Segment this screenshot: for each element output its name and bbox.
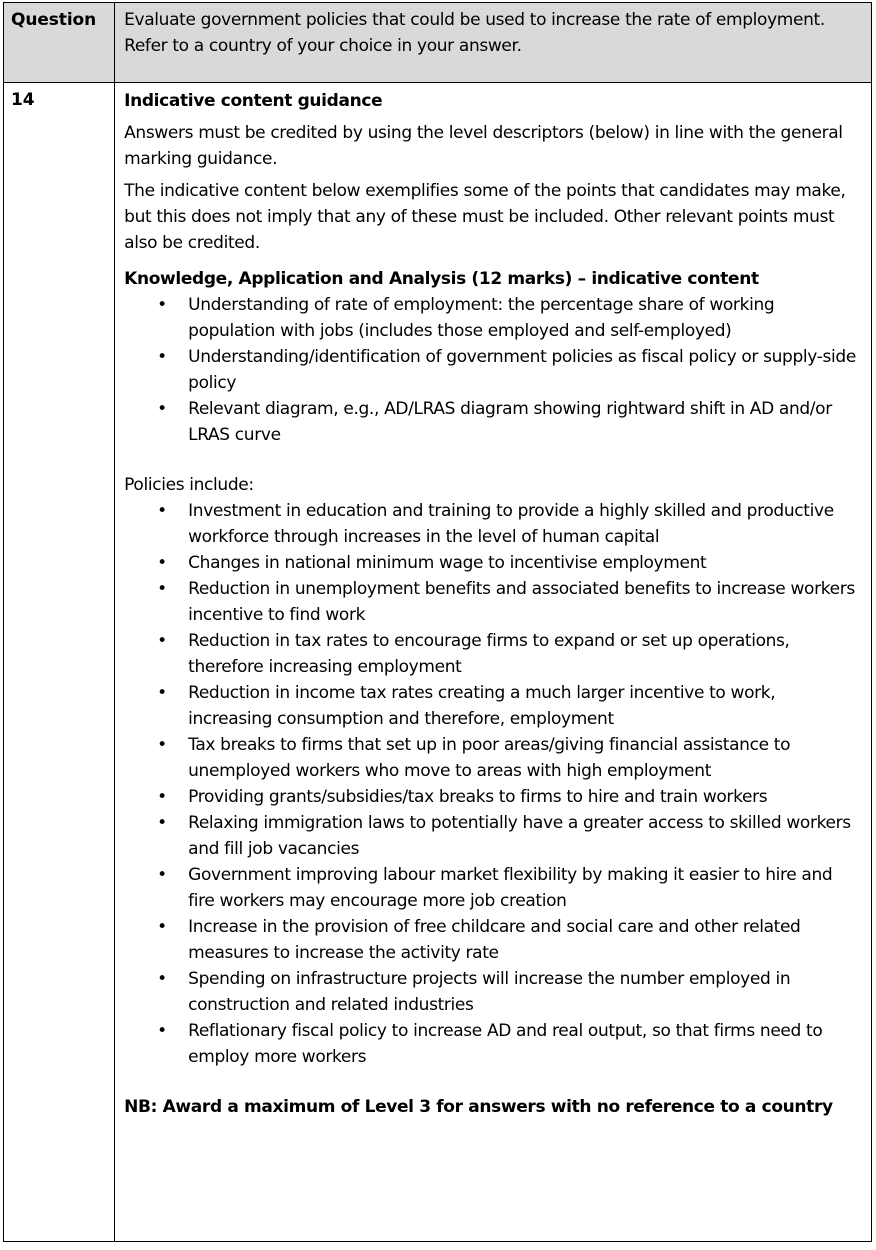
list-item-text: Increase in the provision of free childcare and social care and other related measures to increase the activity rate (188, 917, 801, 963)
guidance-paragraph: The indicative content below exemplifies some of the points that candidates may make, but this does not imply that any of these must be included. Other relevant points must also be credited. (124, 181, 846, 253)
list-item (157, 292, 863, 344)
list-item-text: Relaxing immigration laws to potentially have a greater access to skilled workers and fill job vacancies (188, 813, 851, 859)
list-item-text: Government improving labour market flexibility by making it easier to hire and fire workers may encourage more job creation (188, 865, 833, 911)
bullet-icon: • (157, 579, 167, 599)
bullet-icon: • (157, 399, 167, 419)
list-item (157, 1018, 863, 1070)
list-item-text: Reduction in unemployment benefits and associated benefits to increase workers incentive to find work (188, 579, 855, 625)
question-number-cell (4, 83, 115, 1242)
list-item (157, 576, 863, 628)
nb-note: NB: Award a maximum of Level 3 for answers with no reference to a country (124, 1097, 833, 1117)
list-item-text: Relevant diagram, e.g., AD/LRAS diagram showing rightward shift in AD and/or LRAS curve (188, 399, 832, 445)
table-header-row (4, 3, 872, 83)
question-text-cell (115, 3, 872, 83)
list-item (157, 862, 863, 914)
list-item (157, 810, 863, 862)
bullet-icon: • (157, 631, 167, 651)
list-item (157, 628, 863, 680)
list-item (157, 966, 863, 1018)
mark-scheme-table (3, 2, 872, 1242)
list-item-text: Understanding of rate of employment: the percentage share of working population with jobs (includes those employed and self-employed) (188, 295, 775, 341)
bullet-icon: • (157, 865, 167, 885)
list-item-text: Reflationary fiscal policy to increase AD and real output, so that firms need to employ more workers (188, 1021, 823, 1067)
knowledge-bullet-list (124, 292, 863, 448)
list-item (157, 784, 863, 810)
list-item-text: Investment in education and training to provide a highly skilled and productive workforce through increases in the level of human capital (188, 501, 834, 547)
list-item-text: Understanding/identification of government policies as fiscal policy or supply-side policy (188, 347, 856, 393)
guidance-cell (115, 83, 872, 1242)
list-item-text: Changes in national minimum wage to incentivise employment (188, 553, 707, 573)
list-item (157, 680, 863, 732)
table-body-row (4, 83, 872, 1242)
list-item (157, 344, 863, 396)
list-item-text: Tax breaks to firms that set up in poor areas/giving financial assistance to unemployed workers who move to areas with high employment (188, 735, 791, 781)
bullet-icon: • (157, 1021, 167, 1041)
policies-bullet-list (124, 498, 863, 1070)
list-item-text: Providing grants/subsidies/tax breaks to firms to hire and train workers (188, 787, 768, 807)
list-item (157, 914, 863, 966)
bullet-icon: • (157, 813, 167, 833)
list-item (157, 550, 863, 576)
list-item (157, 732, 863, 784)
list-item-text: Reduction in tax rates to encourage firms to expand or set up operations, therefore increasing employment (188, 631, 790, 677)
bullet-icon: • (157, 917, 167, 937)
bullet-icon: • (157, 501, 167, 521)
bullet-icon: • (157, 347, 167, 367)
bullet-icon: • (157, 295, 167, 315)
knowledge-heading: Knowledge, Application and Analysis (12 marks) – indicative content (124, 269, 759, 289)
list-item (157, 498, 863, 550)
bullet-icon: • (157, 553, 167, 573)
bullet-icon: • (157, 969, 167, 989)
list-item (157, 396, 863, 448)
question-number: 14 (11, 90, 35, 110)
bullet-icon: • (157, 735, 167, 755)
header-label-cell (4, 3, 115, 83)
guidance-paragraph: Answers must be credited by using the level descriptors (below) in line with the general marking guidance. (124, 123, 843, 169)
list-item-text: Reduction in income tax rates creating a much larger incentive to work, increasing consumption and therefore, employment (188, 683, 776, 729)
guidance-heading: Indicative content guidance (124, 91, 383, 111)
question-header-label: Question (11, 10, 97, 30)
question-text: Evaluate government policies that could be used to increase the rate of employment. Refer to a country of your choice in your answer. (124, 10, 825, 56)
list-item-text: Spending on infrastructure projects will increase the number employed in construction and related industries (188, 969, 791, 1015)
bullet-icon: • (157, 683, 167, 703)
policies-intro: Policies include: (124, 475, 254, 495)
bullet-icon: • (157, 787, 167, 807)
